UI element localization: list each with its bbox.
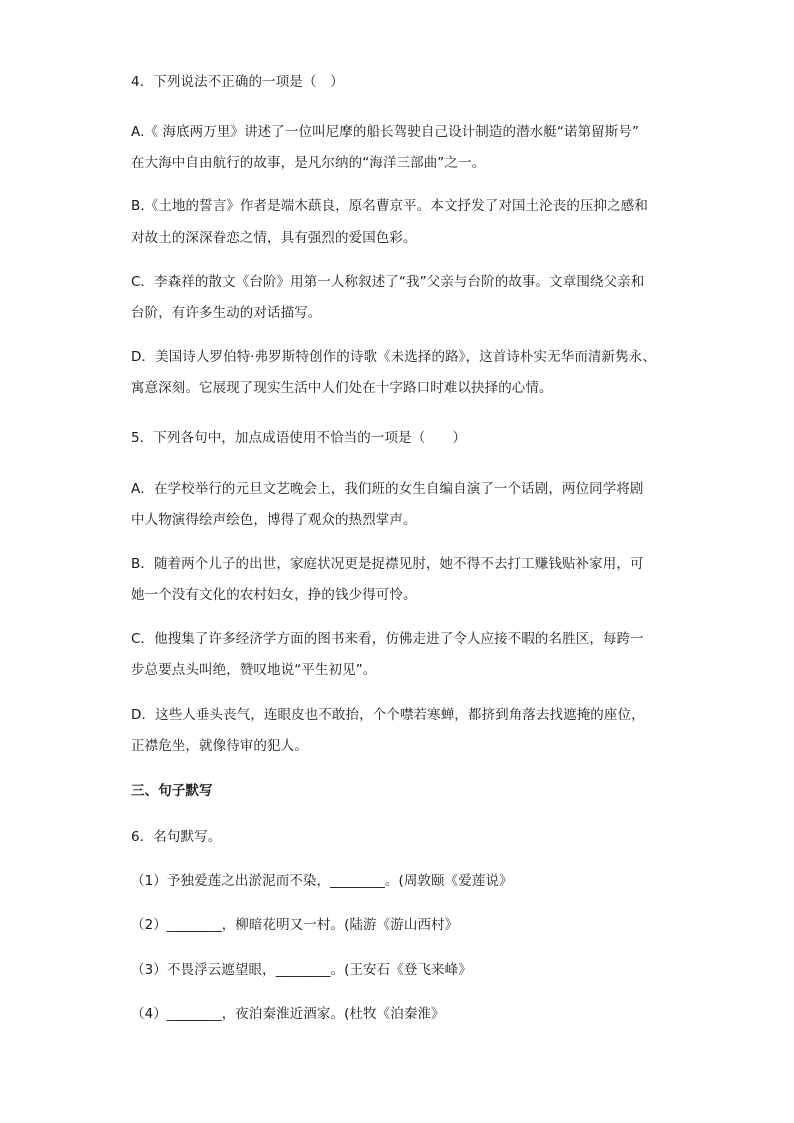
- question-4-option-c-line2: 台阶，有许多生动的对话描写。: [131, 305, 322, 321]
- question-6-item-3: （3）不畏浮云遮望眼，________。(王安石《登飞来峰》: [131, 962, 472, 978]
- question-5-option-a-line2: 中人物演得绘声绘色，博得了观众的热烈掌声。: [131, 512, 417, 528]
- question-5-option-b-line1: B．随着两个儿子的出世，家庭状况更是捉襟见肘，她不得不去打工赚钱贴补家用，可: [131, 556, 644, 572]
- question-4-option-b-line1: B.《土地的誓言》作者是端木蕻良，原名曹京平。本文抒发了对国土沦丧的压抑之感和: [131, 198, 648, 214]
- question-5-option-c-line2: 步总要点头叫绝，赞叹地说“平生初见”。: [131, 662, 377, 678]
- question-5-option-b-line2: 她一个没有文化的农村妇女，挣的钱少得可怜。: [131, 587, 417, 603]
- question-5-option-a-line1: A．在学校举行的元旦文艺晚会上，我们班的女生自编自演了一个话剧，两位同学将剧: [131, 481, 644, 497]
- section-heading: 三、句子默写: [131, 783, 213, 799]
- question-4-option-a-line2: 在大海中自由航行的故事，是凡尔纳的“海洋三部曲”之一。: [131, 155, 486, 171]
- question-5-stem: 5．下列各句中，加点成语使用不恰当的一项是（ ）: [131, 430, 467, 446]
- question-4-stem: 4．下列说法不正确的一项是（ ）: [131, 74, 344, 90]
- question-5-option-d-line2: 正襟危坐，就像待审的犯人。: [131, 738, 308, 754]
- question-6-item-4: （4）________，夜泊秦淮近酒家。(杜牧《泊秦淮》: [131, 1006, 445, 1022]
- question-5-option-d-line1: D．这些人垂头丧气，连眼皮也不敢抬，个个噤若寒蝉，都挤到角落去找遮掩的座位，: [131, 707, 645, 723]
- question-4-option-a-line1: A.《 海底两万里》讲述了一位叫尼摩的船长驾驶自己设计制造的潜水艇“诺第留斯号”: [131, 124, 640, 140]
- question-6-stem: 6．名句默写。: [131, 829, 222, 845]
- question-4-option-c-line1: C．李森祥的散文《台阶》用第一人称叙述了“我”父亲与台阶的故事。文章围绕父亲和: [131, 274, 645, 290]
- question-4-option-b-line2: 对故土的深深眷恋之情，具有强烈的爱国色彩。: [131, 230, 417, 246]
- question-6-item-2: （2）________，柳暗花明又一村。(陆游《游山西村》: [131, 917, 459, 933]
- question-5-option-c-line1: C．他搜集了许多经济学方面的图书来看，仿佛走进了令人应接不暇的名胜区，每跨一: [131, 631, 644, 647]
- question-4-option-d-line1: D．美国诗人罗伯特·弗罗斯特创作的诗歌《未选择的路》，这首诗朴实无华而清新隽永、: [131, 349, 656, 365]
- question-4-option-d-line2: 寓意深刻。它展现了现实生活中人们处在十字路口时难以抉择的心情。: [131, 380, 553, 396]
- question-6-item-1: （1）予独爱莲之出淤泥而不染，________。(周敦颐《爱莲说》: [131, 873, 513, 889]
